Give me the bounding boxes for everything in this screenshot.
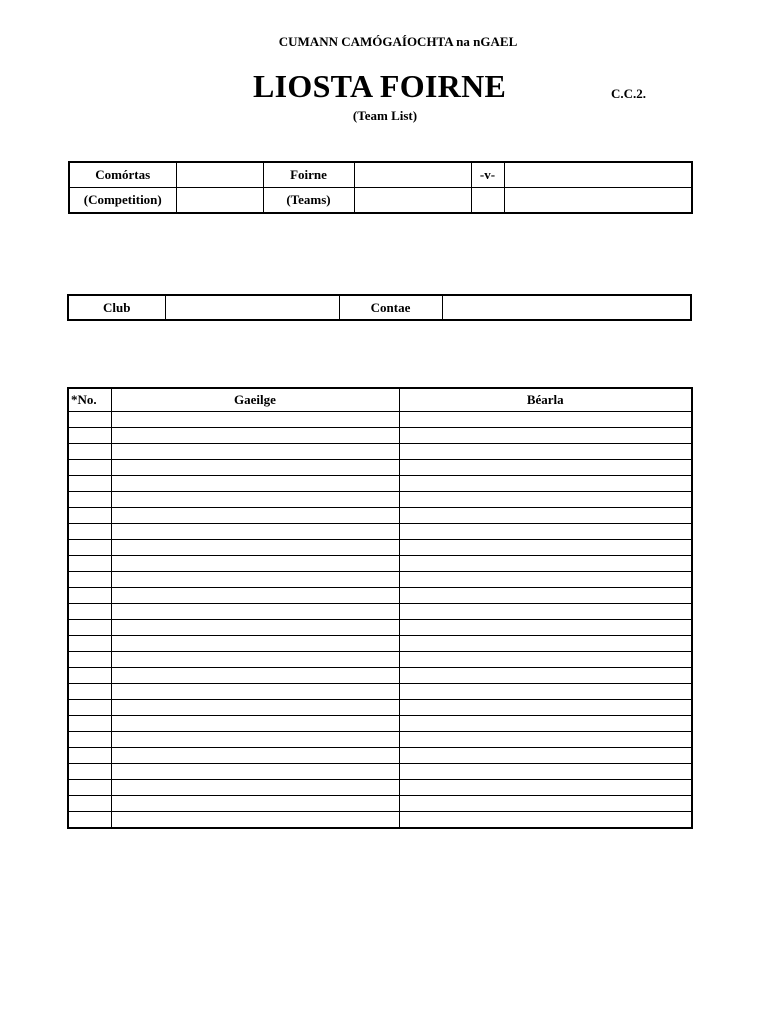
player-english-name-cell[interactable] [399,572,692,588]
table-row [68,556,692,572]
player-number-cell[interactable] [68,412,111,428]
player-english-name-cell[interactable] [399,748,692,764]
player-number-cell[interactable] [68,540,111,556]
player-english-name-cell[interactable] [399,716,692,732]
player-number-cell[interactable] [68,588,111,604]
player-english-name-cell[interactable] [399,780,692,796]
player-irish-name-cell[interactable] [111,684,399,700]
competition-label: Comórtas [69,162,176,188]
player-irish-name-cell[interactable] [111,492,399,508]
player-number-cell[interactable] [68,620,111,636]
player-english-name-cell[interactable] [399,636,692,652]
player-irish-name-cell[interactable] [111,412,399,428]
competition-table [68,161,693,214]
table-row [68,780,692,796]
player-english-name-cell[interactable] [399,476,692,492]
player-number-cell[interactable] [68,556,111,572]
player-english-name-cell[interactable] [399,460,692,476]
player-number-cell[interactable] [68,460,111,476]
player-number-cell[interactable] [68,780,111,796]
player-number-cell[interactable] [68,732,111,748]
competition-label-english: (Competition) [69,188,176,214]
player-english-name-cell[interactable] [399,812,692,829]
table-row [68,684,692,700]
competition-row-english [69,188,692,214]
player-english-name-cell[interactable] [399,620,692,636]
player-number-cell[interactable] [68,524,111,540]
table-row [68,812,692,829]
player-irish-name-cell[interactable] [111,700,399,716]
player-irish-name-cell[interactable] [111,764,399,780]
player-english-name-cell[interactable] [399,732,692,748]
irish-name-column-header: Gaeilge [111,388,399,412]
player-table-header [68,388,692,412]
player-english-name-cell[interactable] [399,684,692,700]
player-number-cell[interactable] [68,492,111,508]
player-irish-name-cell[interactable] [111,588,399,604]
table-row [68,652,692,668]
player-english-name-cell[interactable] [399,588,692,604]
table-row [68,540,692,556]
form-code: C.C.2. [611,86,647,101]
table-row [68,508,692,524]
table-row [68,668,692,684]
team-a-field-2[interactable] [354,188,471,214]
player-irish-name-cell[interactable] [111,428,399,444]
player-english-name-cell[interactable] [399,764,692,780]
table-row [68,764,692,780]
player-table [67,387,693,829]
county-label: Contae [339,295,442,320]
player-number-cell[interactable] [68,796,111,812]
player-number-cell[interactable] [68,604,111,620]
player-irish-name-cell[interactable] [111,572,399,588]
player-irish-name-cell[interactable] [111,508,399,524]
table-row [68,492,692,508]
team-a-field[interactable] [354,162,471,188]
player-english-name-cell[interactable] [399,524,692,540]
club-table [67,294,692,321]
player-irish-name-cell[interactable] [111,476,399,492]
table-row [68,604,692,620]
table-row [68,636,692,652]
player-irish-name-cell[interactable] [111,748,399,764]
player-irish-name-cell[interactable] [111,812,399,829]
player-number-cell[interactable] [68,812,111,829]
player-english-name-cell[interactable] [399,652,692,668]
player-irish-name-cell[interactable] [111,636,399,652]
teams-label: Foirne [263,162,354,188]
player-irish-name-cell[interactable] [111,668,399,684]
competition-field[interactable] [176,162,263,188]
team-b-field-2[interactable] [504,188,692,214]
number-column-header: *No. [68,388,111,412]
club-row [68,295,691,320]
player-irish-name-cell[interactable] [111,732,399,748]
table-row [68,748,692,764]
player-number-cell[interactable] [68,668,111,684]
player-english-name-cell[interactable] [399,796,692,812]
county-field[interactable] [442,295,691,320]
competition-field-2[interactable] [176,188,263,214]
versus-blank-cell [471,188,504,214]
player-irish-name-cell[interactable] [111,556,399,572]
player-number-cell[interactable] [68,444,111,460]
player-number-cell[interactable] [68,636,111,652]
player-english-name-cell[interactable] [399,492,692,508]
table-row [68,444,692,460]
table-row [68,796,692,812]
player-english-name-cell[interactable] [399,428,692,444]
team-b-field[interactable] [504,162,692,188]
player-number-cell[interactable] [68,508,111,524]
player-english-name-cell[interactable] [399,444,692,460]
player-number-cell[interactable] [68,716,111,732]
player-number-cell[interactable] [68,764,111,780]
player-irish-name-cell[interactable] [111,524,399,540]
player-number-cell[interactable] [68,700,111,716]
player-irish-name-cell[interactable] [111,540,399,556]
player-number-cell[interactable] [68,684,111,700]
table-row [68,428,692,444]
player-english-name-cell[interactable] [399,556,692,572]
player-number-cell[interactable] [68,572,111,588]
table-row [68,700,692,716]
club-field[interactable] [165,295,339,320]
player-english-name-cell[interactable] [399,668,692,684]
player-number-cell[interactable] [68,428,111,444]
player-irish-name-cell[interactable] [111,444,399,460]
teams-label-english: (Teams) [263,188,354,214]
table-row [68,524,692,540]
player-irish-name-cell[interactable] [111,796,399,812]
page-subtitle: (Team List) [352,108,418,123]
player-english-name-cell[interactable] [399,604,692,620]
table-row [68,620,692,636]
player-english-name-cell[interactable] [399,508,692,524]
player-irish-name-cell[interactable] [111,460,399,476]
player-number-cell[interactable] [68,748,111,764]
player-english-name-cell[interactable] [399,700,692,716]
table-row [68,732,692,748]
table-row [68,588,692,604]
player-number-cell[interactable] [68,652,111,668]
table-row [68,716,692,732]
player-english-name-cell[interactable] [399,540,692,556]
table-row [68,476,692,492]
page-title: LIOSTA FOIRNE [253,68,507,104]
organization-name: CUMANN CAMÓGAÍOCHTA na nGAEL [278,34,518,49]
club-label: Club [68,295,165,320]
table-row [68,572,692,588]
player-irish-name-cell[interactable] [111,620,399,636]
table-row [68,460,692,476]
player-irish-name-cell[interactable] [111,652,399,668]
player-irish-name-cell[interactable] [111,716,399,732]
competition-row-irish [69,162,692,188]
player-english-name-cell[interactable] [399,412,692,428]
table-row [68,412,692,428]
versus-label: -v- [471,162,504,188]
player-irish-name-cell[interactable] [111,780,399,796]
english-name-column-header: Béarla [399,388,692,412]
player-irish-name-cell[interactable] [111,604,399,620]
player-number-cell[interactable] [68,476,111,492]
